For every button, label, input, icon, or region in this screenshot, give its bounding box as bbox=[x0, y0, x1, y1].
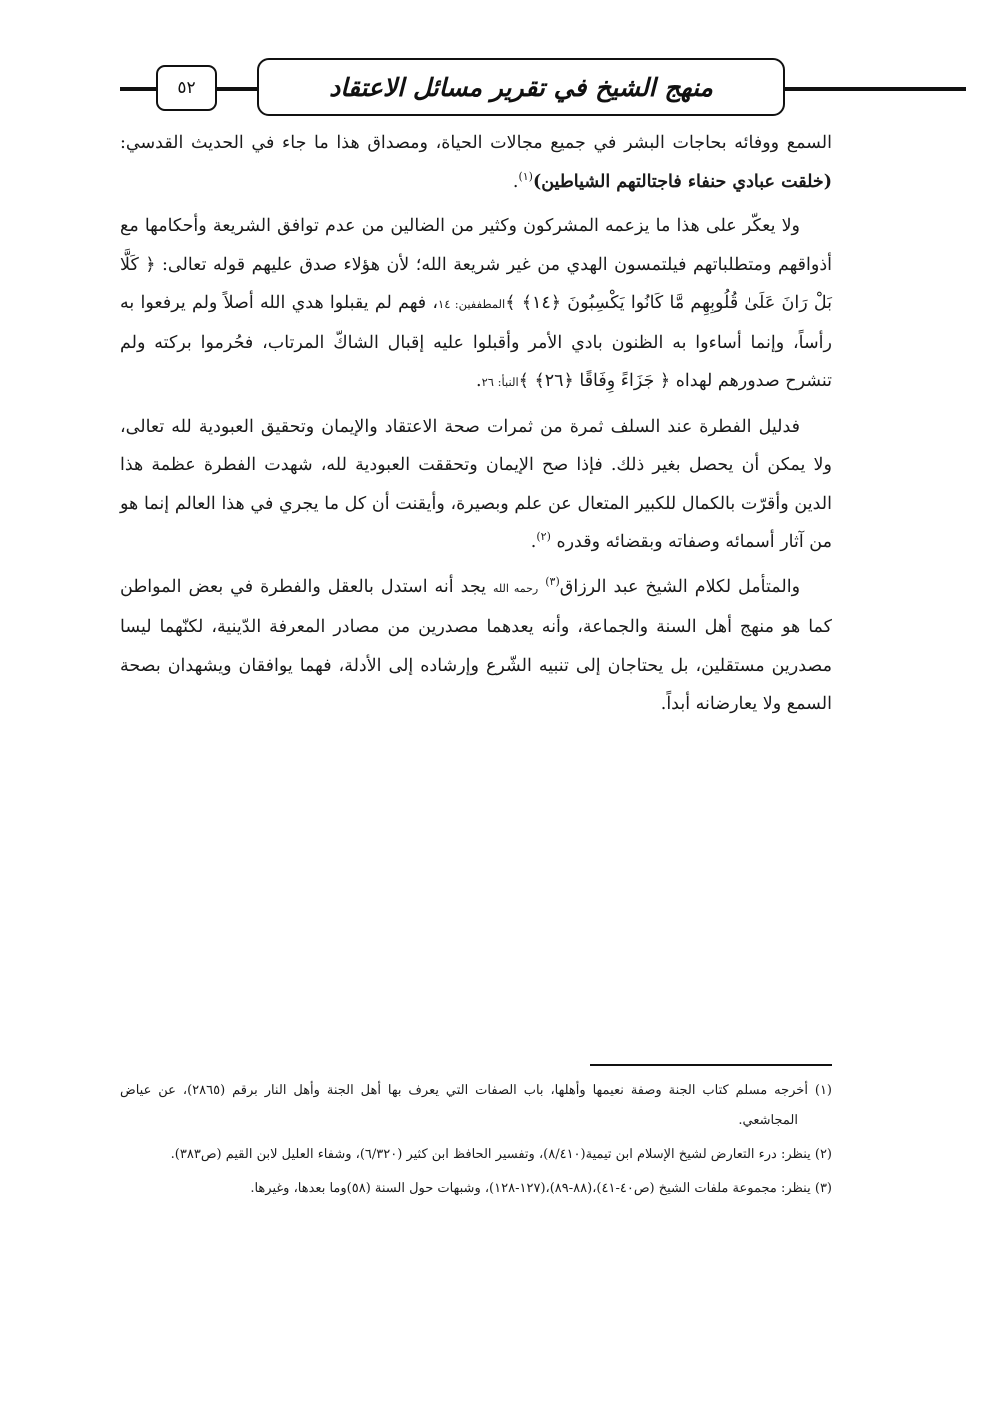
footnote-1: (١) أخرجه مسلم كتاب الجنة وصفة نعيمها وأهلها، باب الصفات التي يعرف بها أهل الجنة وأهل النار برقم (٢٨٦٥)، عن عياض المجاشعي. bbox=[120, 1083, 832, 1128]
footnote-mark: (١) bbox=[518, 169, 533, 183]
footnote-mark: (٢) bbox=[536, 530, 551, 544]
quran-verse: ﴿ جَزَاءً وِفَاقًا ﴿٢٦﴾ ﴾ bbox=[518, 371, 671, 391]
text-run: ولا يعكّر على هذا ما يزعمه المشركون وكثير من الضالين من عدم توافق الشريعة وأحكامها مع أذواقهم ومتطلباتهم فيلتمسون الهدي من غير شريعة الله؛ لأن هؤلاء صدق عليهم قوله تعالى: bbox=[120, 216, 832, 275]
text-run: . bbox=[530, 532, 537, 552]
text-run: . bbox=[512, 171, 519, 192]
paragraph-4 bbox=[120, 568, 832, 724]
footnote-2: (٢) ينظر: درء التعارض لشيخ الإسلام ابن تيمية(٨/٤١٠)، وتفسير الحافظ ابن كثير (٦/٣٢٠)، وشفاء العليل لابن القيم (ص٣٨٣). bbox=[170, 1147, 832, 1162]
text-run: فدليل الفطرة عند السلف ثمرة من ثمرات صحة الاعتقاد والإيمان وتحقيق العبودية لله تعالى، ولا يمكن أن يحصل بغير ذلك. فإذا صح الإيمان وتحققت العبودية لله، شهدت الفطرة عظمة هذا الدين وأقرّت بالكمال للكبير المتعال عن علم وبصيرة، وأيقنت أن كل ما يجري في هذا العالم إنما هو من آثار أسمائه وصفاته وبقضائه وقدره bbox=[120, 416, 832, 552]
text-run: والمتأمل لكلام الشيخ عبد الرزاق bbox=[559, 576, 801, 597]
honorific: رحمه الله bbox=[493, 581, 539, 595]
paragraph-1 bbox=[120, 124, 832, 201]
header-rule bbox=[785, 87, 966, 91]
footnote-mark: (٣) bbox=[545, 574, 560, 588]
text-run: السمع ووفائه بحاجات البشر في جميع مجالات الحياة، ومصداق هذا ما جاء في الحديث القدسي: bbox=[120, 133, 832, 153]
verse-reference: المطففين: ١٤ bbox=[438, 297, 506, 311]
header-rule bbox=[217, 87, 257, 91]
footnote-3: (٣) ينظر: مجموعة ملفات الشيخ (ص٤٠-٤١)،(٨٨-٨٩)،(١٢٧-١٢٨)، وشبهات حول السنة (٥٨)وما بعدها، وغيرها. bbox=[250, 1181, 832, 1196]
paragraph-3 bbox=[120, 408, 832, 562]
hadith-quote: (خلقت عبادي حنفاء فاجتالتهم الشياطين) bbox=[532, 171, 832, 192]
header-rule bbox=[120, 87, 156, 91]
running-title: منهج الشيخ في تقرير مسائل الاعتقاد bbox=[257, 58, 785, 116]
footnote-separator bbox=[590, 1064, 832, 1066]
paragraph-2 bbox=[120, 207, 832, 402]
page-number: ٥٢ bbox=[156, 65, 217, 111]
text-run: يجد أنه استدل بالعقل والفطرة في بعض المواطن كما هو منهج أهل السنة والجماعة، وأنه يعدهما مصدرين من مصادر المعرفة الدّينية، لكنّهما ليسا مصدرين مستقلين، بل يحتاجان إلى تنبيه الشّرع وإرشاده إلى الأدلة، فهما يوافقان ويشهدان بصحة السمع ولا يعارضانه أبداً. bbox=[120, 576, 832, 714]
verse-reference: النبأ: ٢٦ bbox=[481, 375, 519, 389]
text-run: . bbox=[476, 371, 482, 391]
main-text bbox=[120, 124, 832, 730]
footnotes bbox=[120, 1076, 832, 1208]
page-header bbox=[0, 55, 992, 115]
quran-verse: ﴿ كَلَّا بَلْ رَانَ عَلَىٰ قُلُوبِهِم مَّا كَانُوا يَكْسِبُونَ ﴿١٤﴾ ﴾ bbox=[120, 254, 832, 313]
text-run: ، فهم لم يقبلوا هدي الله أصلاً ولم يرفعوا به رأساً، وإنما أساءوا به الظنون بادي الأمر وأقبلوا عليه إقبال الشاكّ المرتاب، فحُرموا بركته ولم تنشرح صدورهم لهداه bbox=[120, 293, 832, 391]
